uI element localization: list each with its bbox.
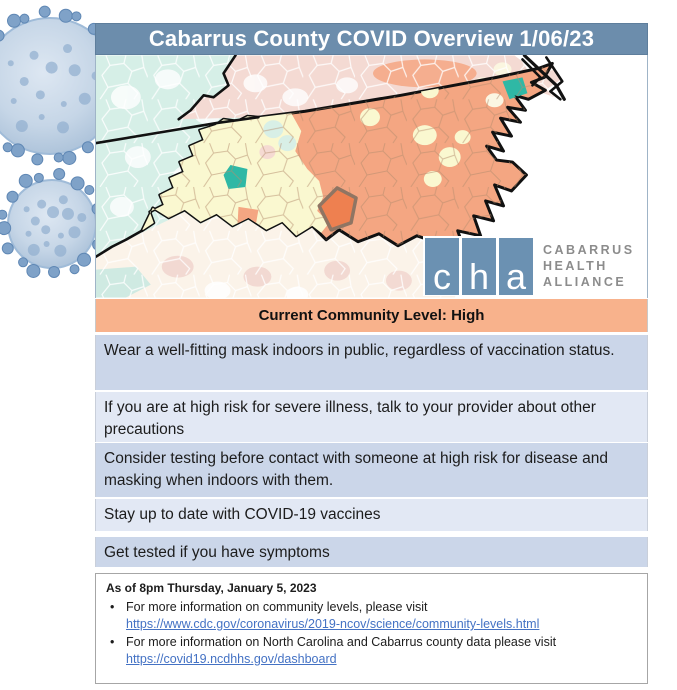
cha-logo-wordmark: CABARRUS HEALTH ALLIANCE bbox=[543, 242, 635, 290]
title-bar bbox=[95, 23, 648, 55]
cabarrus-health-alliance-logo bbox=[423, 236, 639, 296]
recommendation-row-get-tested: Get tested if you have symptoms bbox=[95, 537, 648, 567]
community-level-banner bbox=[95, 299, 648, 332]
cha-tile-h: h bbox=[462, 238, 496, 295]
footer-item-community-levels bbox=[110, 599, 637, 633]
community-level-map-panel bbox=[95, 55, 648, 298]
cdc-community-levels-link[interactable]: https://www.cdc.gov/coronavirus/2019-ncov/science/community-levels.html bbox=[126, 617, 540, 631]
recommendation-row-high-risk: If you are at high risk for severe illness, talk to your provider about other precautions bbox=[95, 392, 648, 442]
footer-links-list bbox=[106, 599, 637, 668]
bullet-glyph: • bbox=[110, 635, 115, 649]
bullet-glyph: • bbox=[110, 600, 115, 614]
footer-item-nc-data bbox=[110, 634, 637, 668]
cha-tile-c: c bbox=[425, 238, 459, 295]
footer-item-text: For more information on community levels, please visit bbox=[126, 600, 428, 614]
recommendation-row-mask: Wear a well-fitting mask indoors in public, regardless of vaccination status. bbox=[95, 335, 648, 390]
as-of-timestamp: As of 8pm Thursday, January 5, 2023 bbox=[106, 581, 317, 595]
recommendation-row-vaccines: Stay up to date with COVID-19 vaccines bbox=[95, 499, 648, 531]
footer-item-text: For more information on North Carolina and Cabarrus county data please visit bbox=[126, 635, 557, 649]
ncdhhs-dashboard-link[interactable]: https://covid19.ncdhhs.gov/dashboard bbox=[126, 652, 337, 666]
cha-tile-a: a bbox=[499, 238, 533, 295]
page-title: Cabarrus County COVID Overview 1/06/23 bbox=[148, 26, 595, 51]
community-level-text: Current Community Level: High bbox=[258, 307, 485, 324]
footer-info-box bbox=[95, 573, 648, 684]
cha-logo-tiles bbox=[425, 238, 533, 298]
recommendation-row-testing-before-contact: Consider testing before contact with someone at high risk for disease and masking when indoors with them. bbox=[95, 443, 648, 497]
covid-overview-card bbox=[95, 23, 648, 684]
